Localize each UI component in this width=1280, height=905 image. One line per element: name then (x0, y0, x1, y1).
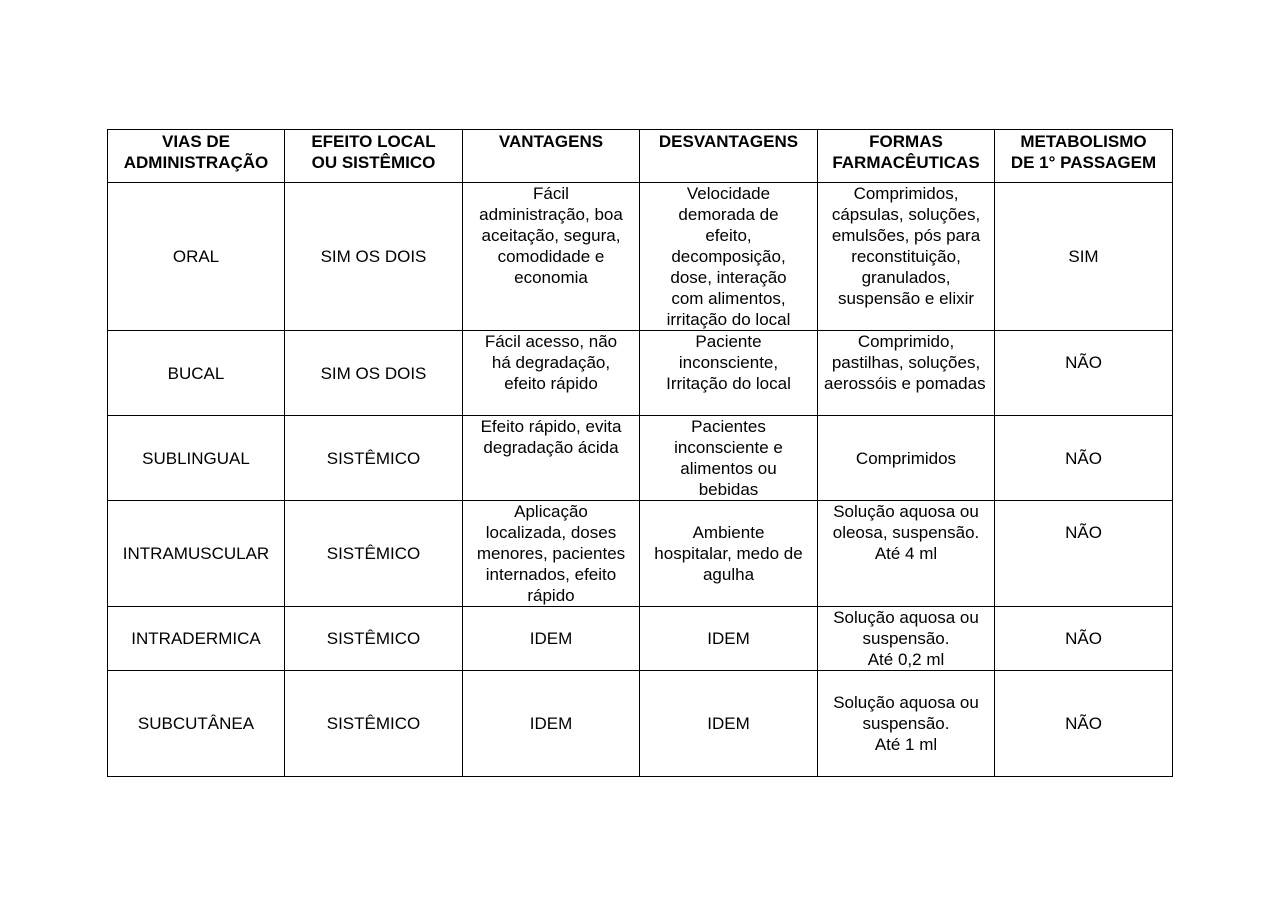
cell-desvantagens: Ambiente hospitalar, medo de agulha (640, 501, 818, 607)
cell-formas: Solução aquosa ou suspensão. Até 1 ml (818, 671, 995, 777)
cell-metabolismo: NÃO (995, 331, 1173, 416)
cell-efeito: SISTÊMICO (285, 416, 463, 501)
cell-efeito: SIM OS DOIS (285, 183, 463, 331)
header-metabolismo: METABOLISMO DE 1° PASSAGEM (995, 130, 1173, 183)
cell-efeito: SISTÊMICO (285, 501, 463, 607)
table-row (108, 607, 1173, 671)
header-formas: FORMAS FARMACÊUTICAS (818, 130, 995, 183)
header-vantagens: VANTAGENS (463, 130, 640, 183)
cell-efeito: SISTÊMICO (285, 671, 463, 777)
cell-desvantagens: IDEM (640, 671, 818, 777)
table-row (108, 501, 1173, 607)
table-row (108, 331, 1173, 416)
cell-via: SUBLINGUAL (108, 416, 285, 501)
cell-formas: Solução aquosa ou oleosa, suspensão. Até 4 ml (818, 501, 995, 607)
cell-vantagens: Fácil administração, boa aceitação, segura, comodidade e economia (463, 183, 640, 331)
cell-formas: Solução aquosa ou suspensão. Até 0,2 ml (818, 607, 995, 671)
cell-vantagens: Fácil acesso, não há degradação, efeito rápido (463, 331, 640, 416)
header-desvantagens: DESVANTAGENS (640, 130, 818, 183)
cell-vantagens: Aplicação localizada, doses menores, pacientes internados, efeito rápido (463, 501, 640, 607)
header-efeito: EFEITO LOCAL OU SISTÊMICO (285, 130, 463, 183)
cell-metabolismo: NÃO (995, 501, 1173, 607)
cell-formas: Comprimido, pastilhas, soluções, aerossóis e pomadas (818, 331, 995, 416)
cell-via: INTRAMUSCULAR (108, 501, 285, 607)
cell-formas: Comprimidos, cápsulas, soluções, emulsões, pós para reconstituição, granulados, suspensão e elixir (818, 183, 995, 331)
cell-desvantagens: Velocidade demorada de efeito, decomposição, dose, interação com alimentos, irritação do local (640, 183, 818, 331)
table-row (108, 183, 1173, 331)
cell-via: BUCAL (108, 331, 285, 416)
cell-formas: Comprimidos (818, 416, 995, 501)
table-row (108, 416, 1173, 501)
cell-metabolismo: NÃO (995, 416, 1173, 501)
cell-metabolismo: NÃO (995, 607, 1173, 671)
cell-via: INTRADERMICA (108, 607, 285, 671)
cell-desvantagens: IDEM (640, 607, 818, 671)
cell-via: ORAL (108, 183, 285, 331)
cell-via: SUBCUTÂNEA (108, 671, 285, 777)
cell-desvantagens: Paciente inconsciente, Irritação do local (640, 331, 818, 416)
administration-routes-table (107, 129, 1173, 777)
table-row (108, 671, 1173, 777)
cell-metabolismo: NÃO (995, 671, 1173, 777)
cell-vantagens: IDEM (463, 607, 640, 671)
cell-vantagens: IDEM (463, 671, 640, 777)
cell-metabolismo: SIM (995, 183, 1173, 331)
header-vias: VIAS DE ADMINISTRAÇÃO (108, 130, 285, 183)
cell-efeito: SIM OS DOIS (285, 331, 463, 416)
cell-vantagens: Efeito rápido, evita degradação ácida (463, 416, 640, 501)
table-header-row (108, 130, 1173, 183)
cell-efeito: SISTÊMICO (285, 607, 463, 671)
cell-desvantagens: Pacientes inconsciente e alimentos ou bebidas (640, 416, 818, 501)
